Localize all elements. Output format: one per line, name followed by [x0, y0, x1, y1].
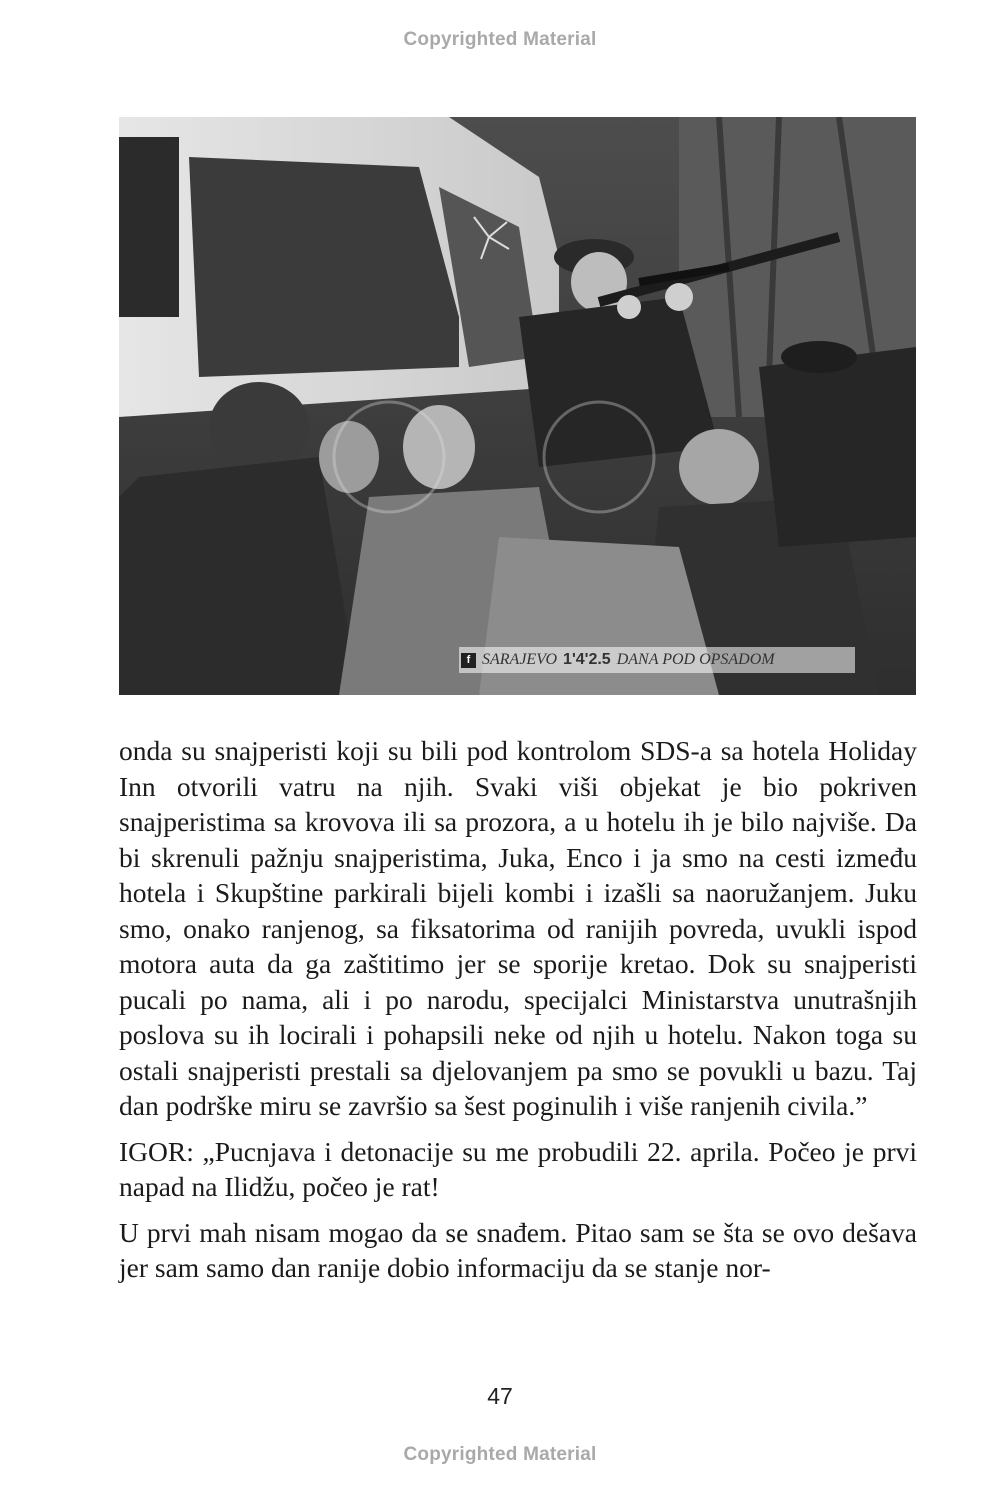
photo-caption: [459, 647, 855, 673]
paragraph: onda su snajperisti koji su bili pod kontrolom SDS-a sa hotela Holiday Inn otvorili vatru na njih. Svaki viši objekat je bio pokriven snajperistima sa krovova ili sa prozora, a u hotelu ih je bilo najviše. Da bi skrenuli pažnju snajperistima, Juka, Enco i ja smo na cesti između hotela i Skupštine parkirali bijeli kombi i izašli sa naoružanjem. Juku smo, onako ranjenog, sa fiksatorima od ranijih povreda, uvukli ispod motora auta da ga zaštitimo jer se sporije kretao. Dok su snajperisti pucali po nama, ali i po narodu, specijalci Ministarstva unutrašnjih poslova su ih locirali i pohapsili neke od njih u hotelu. Nakon toga su ostali snajperisti prestali sa djelovanjem pa smo se povukli u bazu. Taj dan podrške miru se završio sa šest poginulih i više ranjenih civila.”: [119, 735, 917, 1121]
caption-days: 1'4'2.5: [563, 651, 611, 668]
paragraph: U prvi mah nisam mogao da se snađem. Pitao sam se šta se ovo dešava jer sam samo dan ranije dobio informaciju da se stanje nor-: [119, 1216, 917, 1283]
page-number: 47: [487, 1383, 513, 1409]
paragraph: IGOR: „Pucnjava i detonacije su me probudili 22. aprila. Počeo je prvi napad na Ilidžu, počeo je rat!: [119, 1135, 917, 1202]
copyright-watermark-top: Copyrighted Material: [403, 29, 597, 50]
news-photo: [119, 117, 916, 695]
caption-suffix: DANA POD OPSADOM: [616, 651, 775, 668]
copyright-watermark-bottom: Copyrighted Material: [403, 1444, 597, 1465]
caption-city: SARAJEVO: [482, 651, 558, 668]
body-text: [119, 733, 917, 1296]
photo-illustration: [119, 117, 916, 695]
caption-logo-icon: f: [461, 653, 476, 668]
